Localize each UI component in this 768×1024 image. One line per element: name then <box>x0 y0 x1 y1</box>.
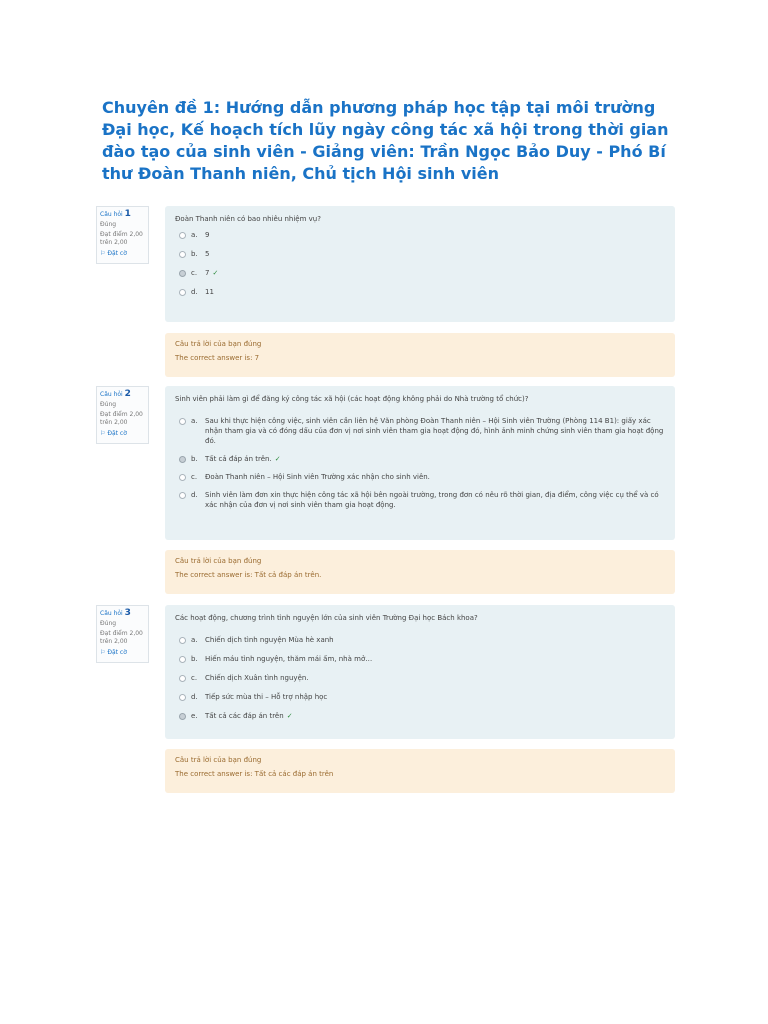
question-box-1 <box>165 206 675 322</box>
radio-button[interactable] <box>179 474 186 481</box>
answer-option[interactable]: d. Tiếp sức mùa thi – Hỗ trợ nhập học <box>179 692 665 702</box>
flag-question-link[interactable]: ⚐ Đặt cờ <box>100 430 127 437</box>
answer-list <box>175 230 665 297</box>
radio-button-selected[interactable] <box>179 456 186 463</box>
right-answer: The correct answer is: 7 <box>175 354 260 362</box>
radio-button[interactable] <box>179 232 186 239</box>
question-state: Đúng <box>100 620 117 627</box>
answer-option[interactable]: d. Sinh viên làm đơn xin thực hiện công tác xã hội bên ngoài trường, trong đơn có nêu rõ thời gian, địa điểm, công việc cụ thể và có xác nhận của đơn vị nơi sinh viên tham gia hoạt động. <box>179 490 665 510</box>
answer-option[interactable]: b. 5 <box>179 249 665 259</box>
question-state: Đúng <box>100 221 117 228</box>
answer-option[interactable]: d. 11 <box>179 287 665 297</box>
question-info-3 <box>96 605 149 663</box>
question-box-3 <box>165 605 675 739</box>
check-icon: ✓ <box>286 712 293 720</box>
answer-option[interactable]: a. Chiến dịch tình nguyện Mùa hè xanh <box>179 635 665 645</box>
question-box-2 <box>165 386 675 540</box>
question-state: Đúng <box>100 401 117 408</box>
radio-button[interactable] <box>179 694 186 701</box>
radio-button[interactable] <box>179 656 186 663</box>
radio-button[interactable] <box>179 289 186 296</box>
question-number: Câu hỏi 3 <box>100 608 131 618</box>
flag-question-link[interactable]: ⚐ Đặt cờ <box>100 250 127 257</box>
check-icon: ✓ <box>274 455 281 463</box>
answer-option[interactable]: c. 7 ✓ <box>179 268 665 278</box>
radio-button-selected[interactable] <box>179 713 186 720</box>
radio-button[interactable] <box>179 675 186 682</box>
answer-option[interactable]: b. Tất cả đáp án trên. ✓ <box>179 454 665 464</box>
question-text: Đoàn Thanh niên có bao nhiêu nhiệm vụ? <box>175 215 321 223</box>
flag-icon: ⚐ <box>100 430 106 437</box>
radio-button[interactable] <box>179 251 186 258</box>
flag-icon: ⚐ <box>100 250 106 257</box>
question-info-2 <box>96 386 149 444</box>
answer-option[interactable]: e. Tất cả các đáp án trên ✓ <box>179 711 665 721</box>
question-number: Câu hỏi 2 <box>100 389 131 399</box>
radio-button[interactable] <box>179 492 186 499</box>
answer-option[interactable]: a. Sau khi thực hiện công việc, sinh viên cần liên hệ Văn phòng Đoàn Thanh niên – Hội Sinh viên Trường (Phòng 114 B1): giấy xác nhận tham gia và có đóng dấu của đơn vị nơi sinh viên tham gia hoạt động đó, hình ảnh minh chứng sinh viên tham gia hoạt động đó. <box>179 416 665 446</box>
answer-option[interactable]: c. Đoàn Thanh niên – Hội Sinh viên Trường xác nhận cho sinh viên. <box>179 472 665 482</box>
question-grade: Đạt điểm 2,00 trên 2,00 <box>100 231 143 246</box>
answer-option[interactable]: c. Chiến dịch Xuân tình nguyện. <box>179 673 665 683</box>
feedback-box-3 <box>165 749 675 793</box>
answer-option[interactable]: a. 9 <box>179 230 665 240</box>
feedback-text: Câu trả lời của bạn đúng <box>175 340 262 348</box>
answer-list <box>175 416 665 510</box>
question-info-1 <box>96 206 149 264</box>
right-answer: The correct answer is: Tất cả các đáp án trên <box>175 770 334 778</box>
answer-option[interactable]: b. Hiến máu tình nguyện, thăm mái ấm, nhà mở… <box>179 654 665 664</box>
feedback-box-1 <box>165 333 675 377</box>
answer-list <box>175 635 665 721</box>
question-grade: Đạt điểm 2,00 trên 2,00 <box>100 630 143 645</box>
radio-button[interactable] <box>179 637 186 644</box>
feedback-text: Câu trả lời của bạn đúng <box>175 557 262 565</box>
page-title: Chuyên đề 1: Hướng dẫn phương pháp học tập tại môi trường Đại học, Kế hoạch tích lũy ngày công tác xã hội trong thời gian đào tạo của sinh viên - Giảng viên: Trần Ngọc Bảo Duy - Phó Bí thư Đoàn Thanh niên, Chủ tịch Hội sinh viên <box>102 98 669 183</box>
right-answer: The correct answer is: Tất cả đáp án trên. <box>175 571 322 579</box>
question-number: Câu hỏi 1 <box>100 209 131 219</box>
question-text: Các hoạt động, chương trình tình nguyện lớn của sinh viên Trường Đại học Bách khoa? <box>175 614 478 622</box>
radio-button[interactable] <box>179 418 186 425</box>
flag-icon: ⚐ <box>100 649 106 656</box>
feedback-text: Câu trả lời của bạn đúng <box>175 756 262 764</box>
question-text: Sinh viên phải làm gì để đăng ký công tác xã hội (các hoạt động không phải do Nhà trường tổ chức)? <box>175 395 529 403</box>
check-icon: ✓ <box>212 269 219 277</box>
question-grade: Đạt điểm 2,00 trên 2,00 <box>100 411 143 426</box>
flag-question-link[interactable]: ⚐ Đặt cờ <box>100 649 127 656</box>
radio-button-selected[interactable] <box>179 270 186 277</box>
feedback-box-2 <box>165 550 675 594</box>
